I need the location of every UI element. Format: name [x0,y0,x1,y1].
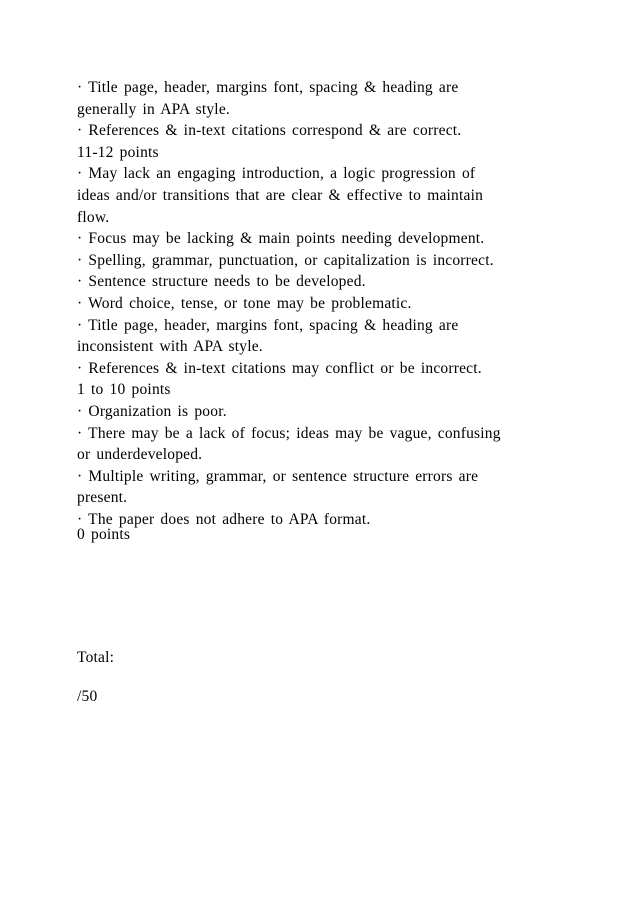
rubric-line: generally in APA style. [77,100,230,118]
rubric-line: · Title page, header, margins font, spacing & heading are [77,316,459,334]
rubric-line: · Focus may be lacking & main points needing development. [77,230,485,248]
zero-points-label: 0 points [77,526,131,543]
rubric-line: · Organization is poor. [77,402,227,420]
total-label: Total: [77,649,115,666]
rubric-line: · Spelling, grammar, punctuation, or capitalization is incorrect. [77,251,494,269]
rubric-line: · Sentence structure needs to be developed. [77,273,366,291]
rubric-line: · Multiple writing, grammar, or sentence structure errors are [77,467,479,485]
rubric-line: or underdeveloped. [77,446,203,464]
score-range-heading: 1 to 10 points [77,381,171,399]
rubric-line: ideas and/or transitions that are clear & effective to maintain [77,186,484,204]
rubric-line: inconsistent with APA style. [77,338,263,356]
rubric-line: flow. [77,208,110,226]
rubric-line: · The paper does not adhere to APA format. [77,510,371,528]
rubric-text-block [77,77,577,530]
rubric-line: · There may be a lack of focus; ideas may be vague, confusing [77,424,501,442]
rubric-line: · Word choice, tense, or tone may be problematic. [77,294,412,312]
rubric-line: present. [77,489,128,507]
total-value: /50 [77,688,98,705]
rubric-line: · References & in-text citations may conflict or be incorrect. [77,359,482,377]
rubric-line: · Title page, header, margins font, spacing & heading are [77,79,459,96]
rubric-line: · References & in-text citations correspond & are correct. [77,122,462,140]
rubric-line: · May lack an engaging introduction, a logic progression of [77,165,476,183]
score-range-heading: 11-12 points [77,143,159,161]
